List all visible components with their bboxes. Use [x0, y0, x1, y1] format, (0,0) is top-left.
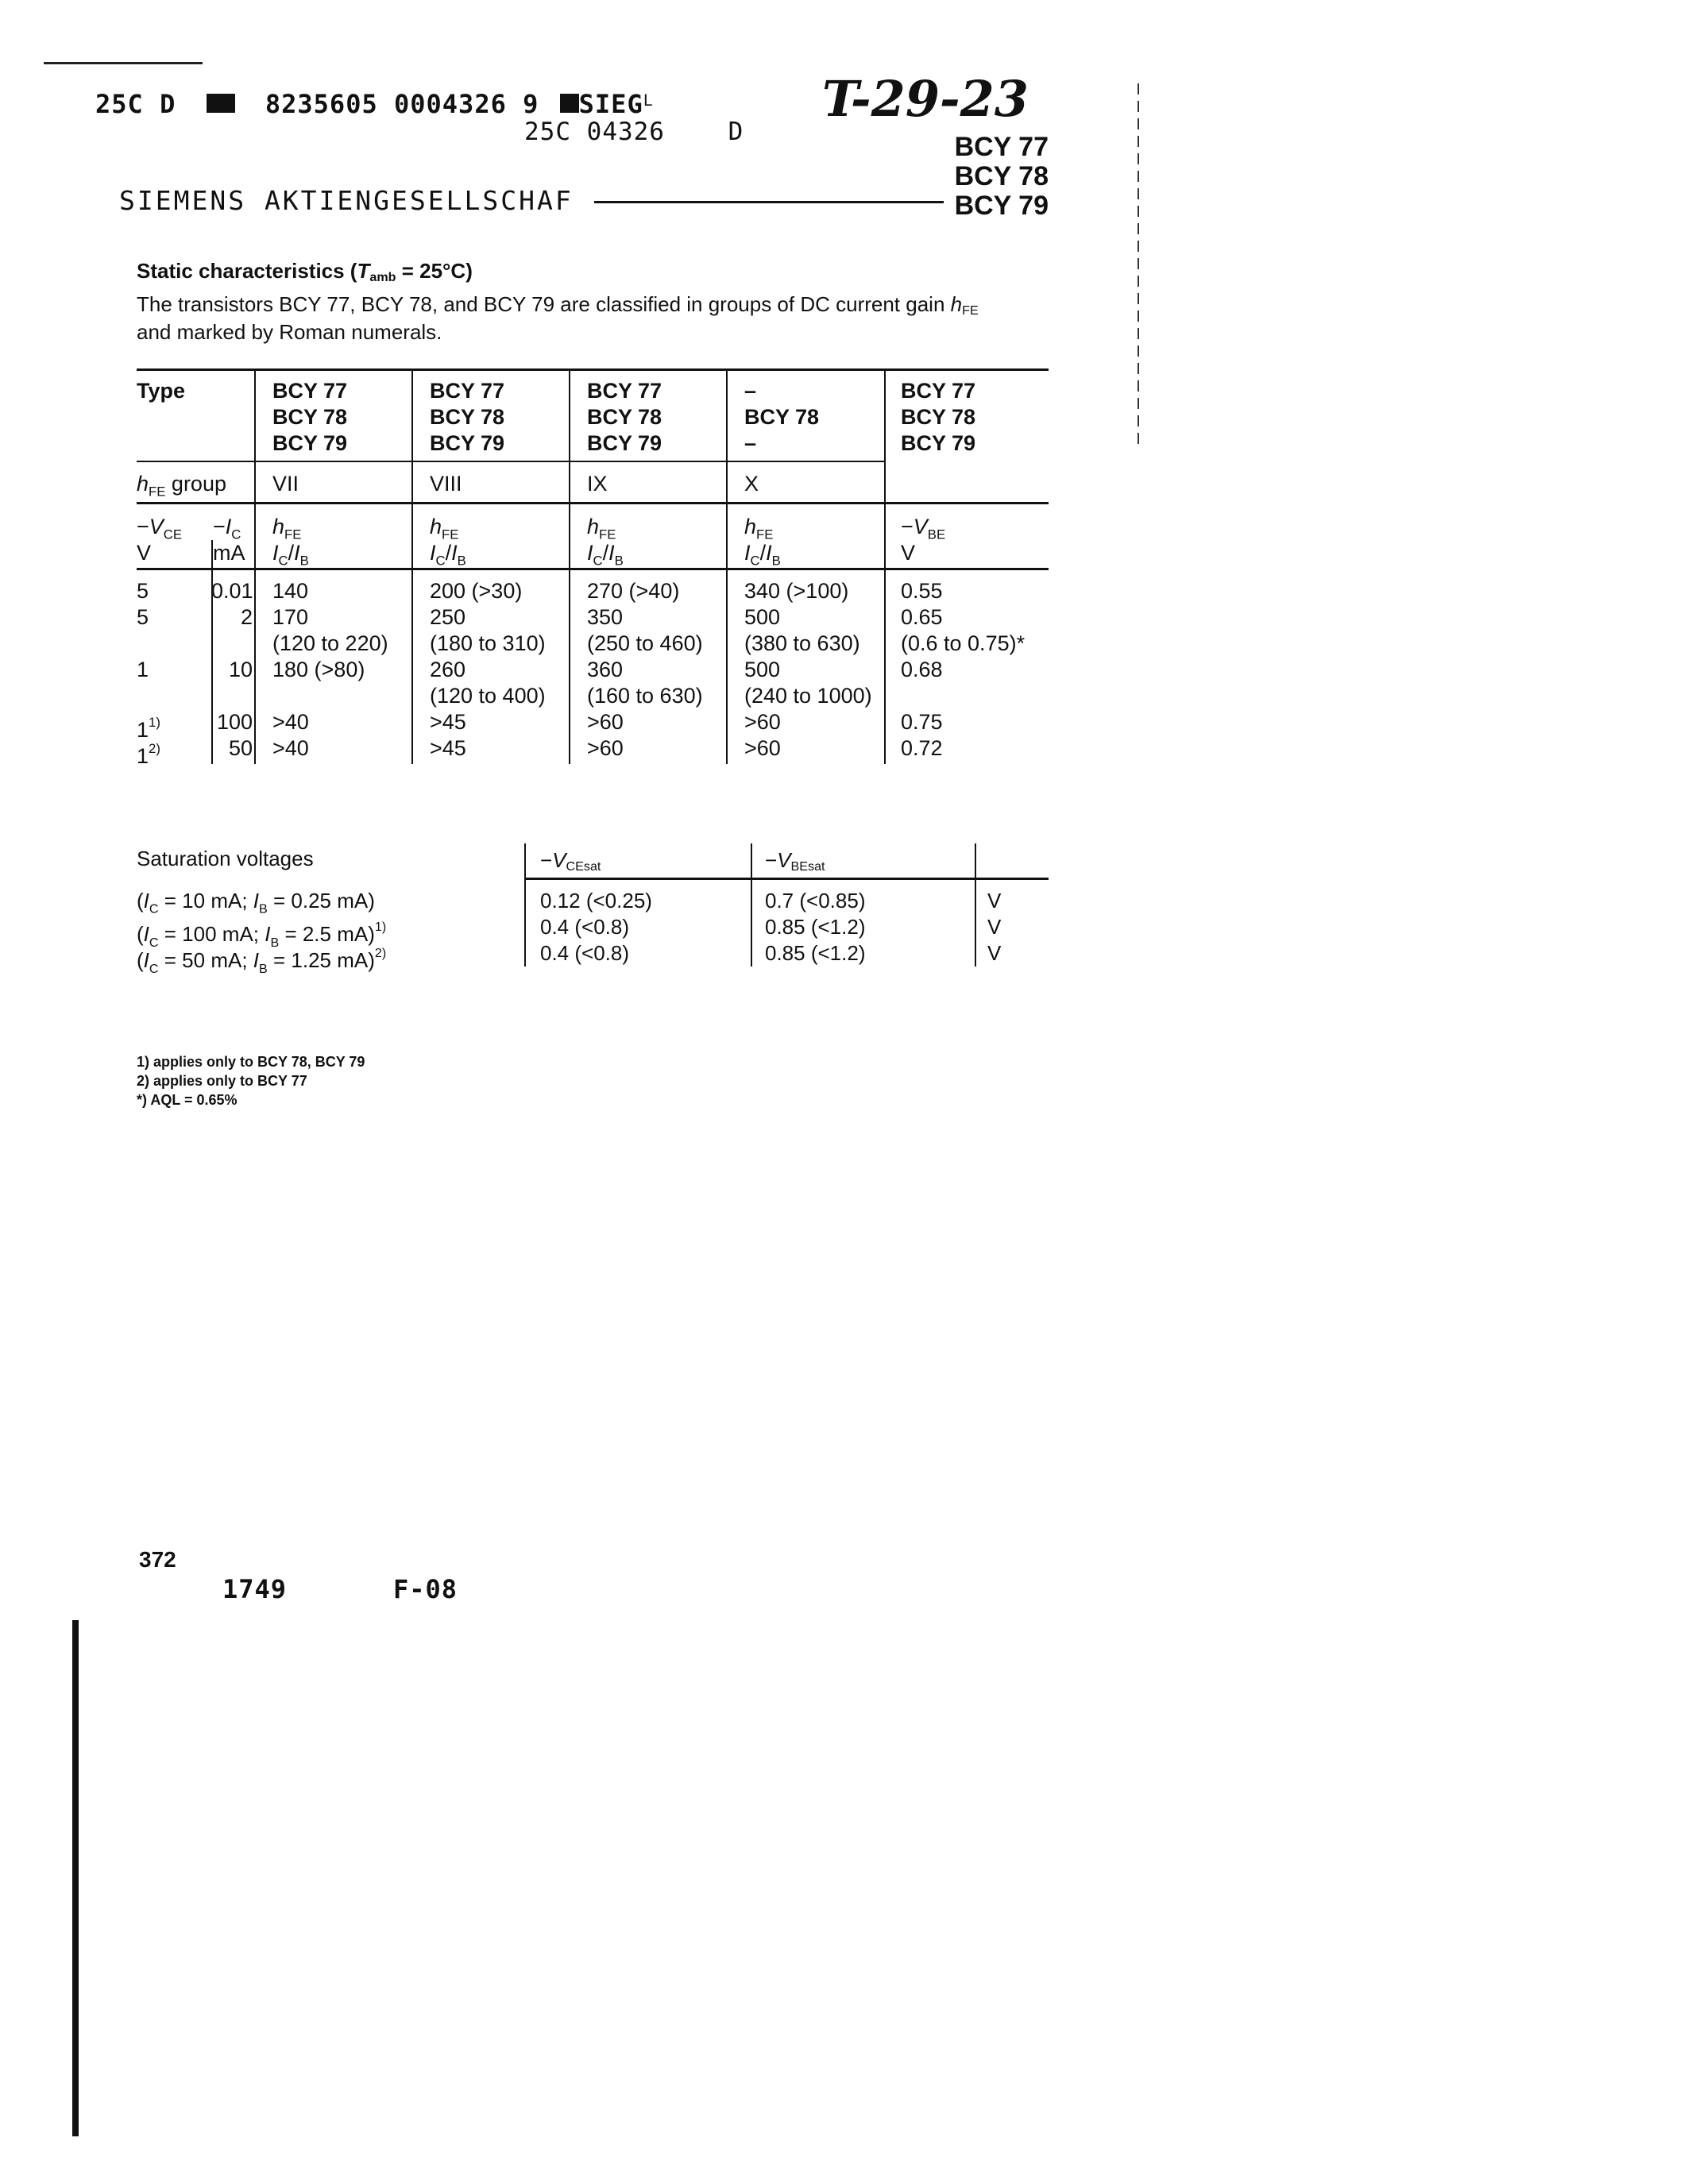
- vce-value: 1$^{2)}$: [137, 741, 160, 769]
- vbesat-header: $-V_{BEsat}$: [765, 848, 825, 874]
- type-cell: BCY 77: [587, 379, 662, 403]
- handwritten-note: T-29-23: [822, 70, 1029, 128]
- vcesat-header: $-V_{CEsat}$: [540, 848, 601, 874]
- type-cell: BCY 79: [272, 431, 348, 455]
- hfe-group-cell: VII: [272, 472, 299, 496]
- saturation-title: Saturation voltages: [137, 847, 314, 870]
- table-cell: (160 to 630): [587, 684, 703, 708]
- hfe-group-label: $h_{FE}$ group: [137, 472, 226, 500]
- vbesat-value: 0.85 (<1.2): [765, 915, 866, 939]
- vcesat-value: 0.12 (<0.25): [540, 889, 652, 913]
- table-cell: (180 to 310): [430, 631, 546, 655]
- hfe-group-cell: IX: [587, 472, 608, 496]
- code-prefix: 25C D: [95, 89, 176, 119]
- hfe-header: $h_{FE}$: [744, 515, 774, 542]
- vce-value: 5: [137, 579, 149, 603]
- vce-value: 1$^{1)}$: [137, 715, 160, 743]
- type-cell: BCY 78: [587, 405, 662, 429]
- block-mark: [207, 94, 235, 113]
- page-number: 372: [139, 1547, 176, 1572]
- type-cell: BCY 79: [901, 431, 976, 455]
- table-cell: 0.75: [901, 710, 943, 734]
- ic-header: $-I_C$: [213, 515, 241, 542]
- type-cell: –: [744, 431, 757, 455]
- footer-code-2: F-08: [393, 1574, 458, 1604]
- hfe-header: $h_{FE}$: [430, 515, 459, 542]
- table-cell: >60: [744, 710, 781, 734]
- header-rule: [594, 201, 944, 203]
- vbesat-value: 0.85 (<1.2): [765, 941, 866, 965]
- footnote-1: 1) applies only to BCY 78, BCY 79: [137, 1054, 365, 1070]
- vbesat-value: 0.7 (<0.85): [765, 889, 866, 913]
- table-cell: 270 (>40): [587, 579, 680, 603]
- table-cell: >40: [272, 710, 309, 734]
- type-cell: BCY 77: [430, 379, 505, 403]
- type-cell: BCY 78: [272, 405, 348, 429]
- ic-ib-header: $I_C/I_B$: [587, 541, 624, 569]
- type-cell: BCY 79: [587, 431, 662, 455]
- type-label: Type: [137, 379, 186, 403]
- code-sieg: SIEG: [578, 89, 643, 119]
- ic-value: 2: [240, 605, 253, 629]
- table-cell: 260: [430, 658, 466, 681]
- vce-value: 5: [137, 605, 149, 629]
- sub-code-text: 25C 04326: [524, 118, 665, 146]
- table-cell: 340 (>100): [744, 579, 849, 603]
- hfe-group-cell: X: [744, 472, 759, 496]
- table-cell: 250: [430, 605, 466, 629]
- table-cell: 500: [744, 658, 781, 681]
- intro-text-1: The transistors BCY 77, BCY 78, and BCY 79 are classified in groups of DC current gain $h_{FE}$: [137, 292, 979, 318]
- table-cell: 500: [744, 605, 781, 629]
- scan-edge-line: [44, 62, 203, 64]
- vbe-header: $-V_{BE}$: [901, 515, 946, 542]
- table-cell: 180 (>80): [272, 658, 365, 681]
- unit-value: V: [987, 889, 1002, 913]
- saturation-condition: ($I_C = 10$ mA; $I_B = 0.25$ mA): [137, 889, 375, 916]
- type-cell: BCY 77: [272, 379, 348, 403]
- vce-value: 1: [137, 658, 149, 681]
- type-cell: –: [744, 379, 757, 403]
- footnote-2: 2) applies only to BCY 77: [137, 1073, 307, 1089]
- hfe-header: $h_{FE}$: [587, 515, 616, 542]
- table-cell: (120 to 220): [272, 631, 388, 655]
- type-cell: BCY 77: [901, 379, 976, 403]
- hfe-group-cell: VIII: [430, 472, 462, 496]
- unit-value: V: [987, 941, 1002, 965]
- table-cell: 170: [272, 605, 309, 629]
- table-cell: (380 to 630): [744, 631, 860, 655]
- intro-text-2: and marked by Roman numerals.: [137, 320, 442, 344]
- company-name: SIEMENS AKTIENGESELLSCHAF: [119, 185, 574, 216]
- table-cell: >45: [430, 736, 466, 760]
- type-cell: BCY 78: [430, 405, 505, 429]
- ic-value: 50: [228, 736, 253, 760]
- hfe-header: $h_{FE}$: [272, 515, 302, 542]
- table-cell: (250 to 460): [587, 631, 703, 655]
- table-cell: 360: [587, 658, 624, 681]
- table-cell: (240 to 1000): [744, 684, 872, 708]
- table-cell: >45: [430, 710, 466, 734]
- type-cell: BCY 78: [901, 405, 976, 429]
- footnote-3: *) AQL = 0.65%: [137, 1092, 238, 1108]
- scan-right-line: [1138, 83, 1139, 449]
- table-cell: >60: [587, 736, 624, 760]
- sub-code-d: D: [728, 118, 744, 146]
- saturation-condition: ($I_C = 50$ mA; $I_B = 1.25$ mA)$^{2)}$: [137, 946, 387, 976]
- ic-ib-header: $I_C/I_B$: [272, 541, 309, 569]
- vbe-unit: V: [901, 541, 916, 565]
- table-cell: 0.72: [901, 736, 943, 760]
- ic-value: 10: [228, 658, 253, 681]
- table-cell: 0.68: [901, 658, 943, 681]
- code-numbers: 8235605 0004326 9: [265, 89, 539, 119]
- vce-header: $-V_{CE}$: [137, 515, 183, 542]
- table-cell: 0.65: [901, 605, 943, 629]
- ic-value: 100: [216, 710, 253, 734]
- model-title-1: BCY 77: [954, 132, 1049, 162]
- type-cell: BCY 78: [744, 405, 820, 429]
- vcesat-value: 0.4 (<0.8): [540, 915, 630, 939]
- model-title-3: BCY 79: [954, 191, 1049, 221]
- model-title-2: BCY 78: [954, 161, 1049, 191]
- table-cell: 140: [272, 579, 309, 603]
- code-l: L: [643, 91, 654, 110]
- table-cell: 350: [587, 605, 624, 629]
- block-mark: [560, 94, 579, 113]
- ic-unit: mA: [213, 541, 245, 565]
- table-cell: (120 to 400): [430, 684, 546, 708]
- ic-ib-header: $I_C/I_B$: [430, 541, 466, 569]
- table-cell: >60: [587, 710, 624, 734]
- table-cell: (0.6 to 0.75)*: [901, 631, 1026, 655]
- type-cell: BCY 79: [430, 431, 505, 455]
- scan-left-bar: [72, 1620, 79, 2136]
- unit-value: V: [987, 915, 1002, 939]
- footer-code-1: 1749: [222, 1574, 288, 1604]
- table-cell: 0.55: [901, 579, 943, 603]
- header-code-line: [95, 89, 654, 119]
- table-cell: 200 (>30): [430, 579, 523, 603]
- saturation-condition: ($I_C = 100$ mA; $I_B = 2.5$ mA)$^{1)}$: [137, 920, 387, 950]
- table-cell: >60: [744, 736, 781, 760]
- vce-unit: V: [137, 541, 152, 565]
- sub-code: [524, 118, 744, 146]
- table-cell: >40: [272, 736, 309, 760]
- ic-ib-header: $I_C/I_B$: [744, 541, 781, 569]
- vcesat-value: 0.4 (<0.8): [540, 941, 630, 965]
- section-title: Static characteristics $(T_{amb} = 25^\circ C)$: [137, 259, 473, 284]
- ic-value: 0.01: [211, 579, 253, 603]
